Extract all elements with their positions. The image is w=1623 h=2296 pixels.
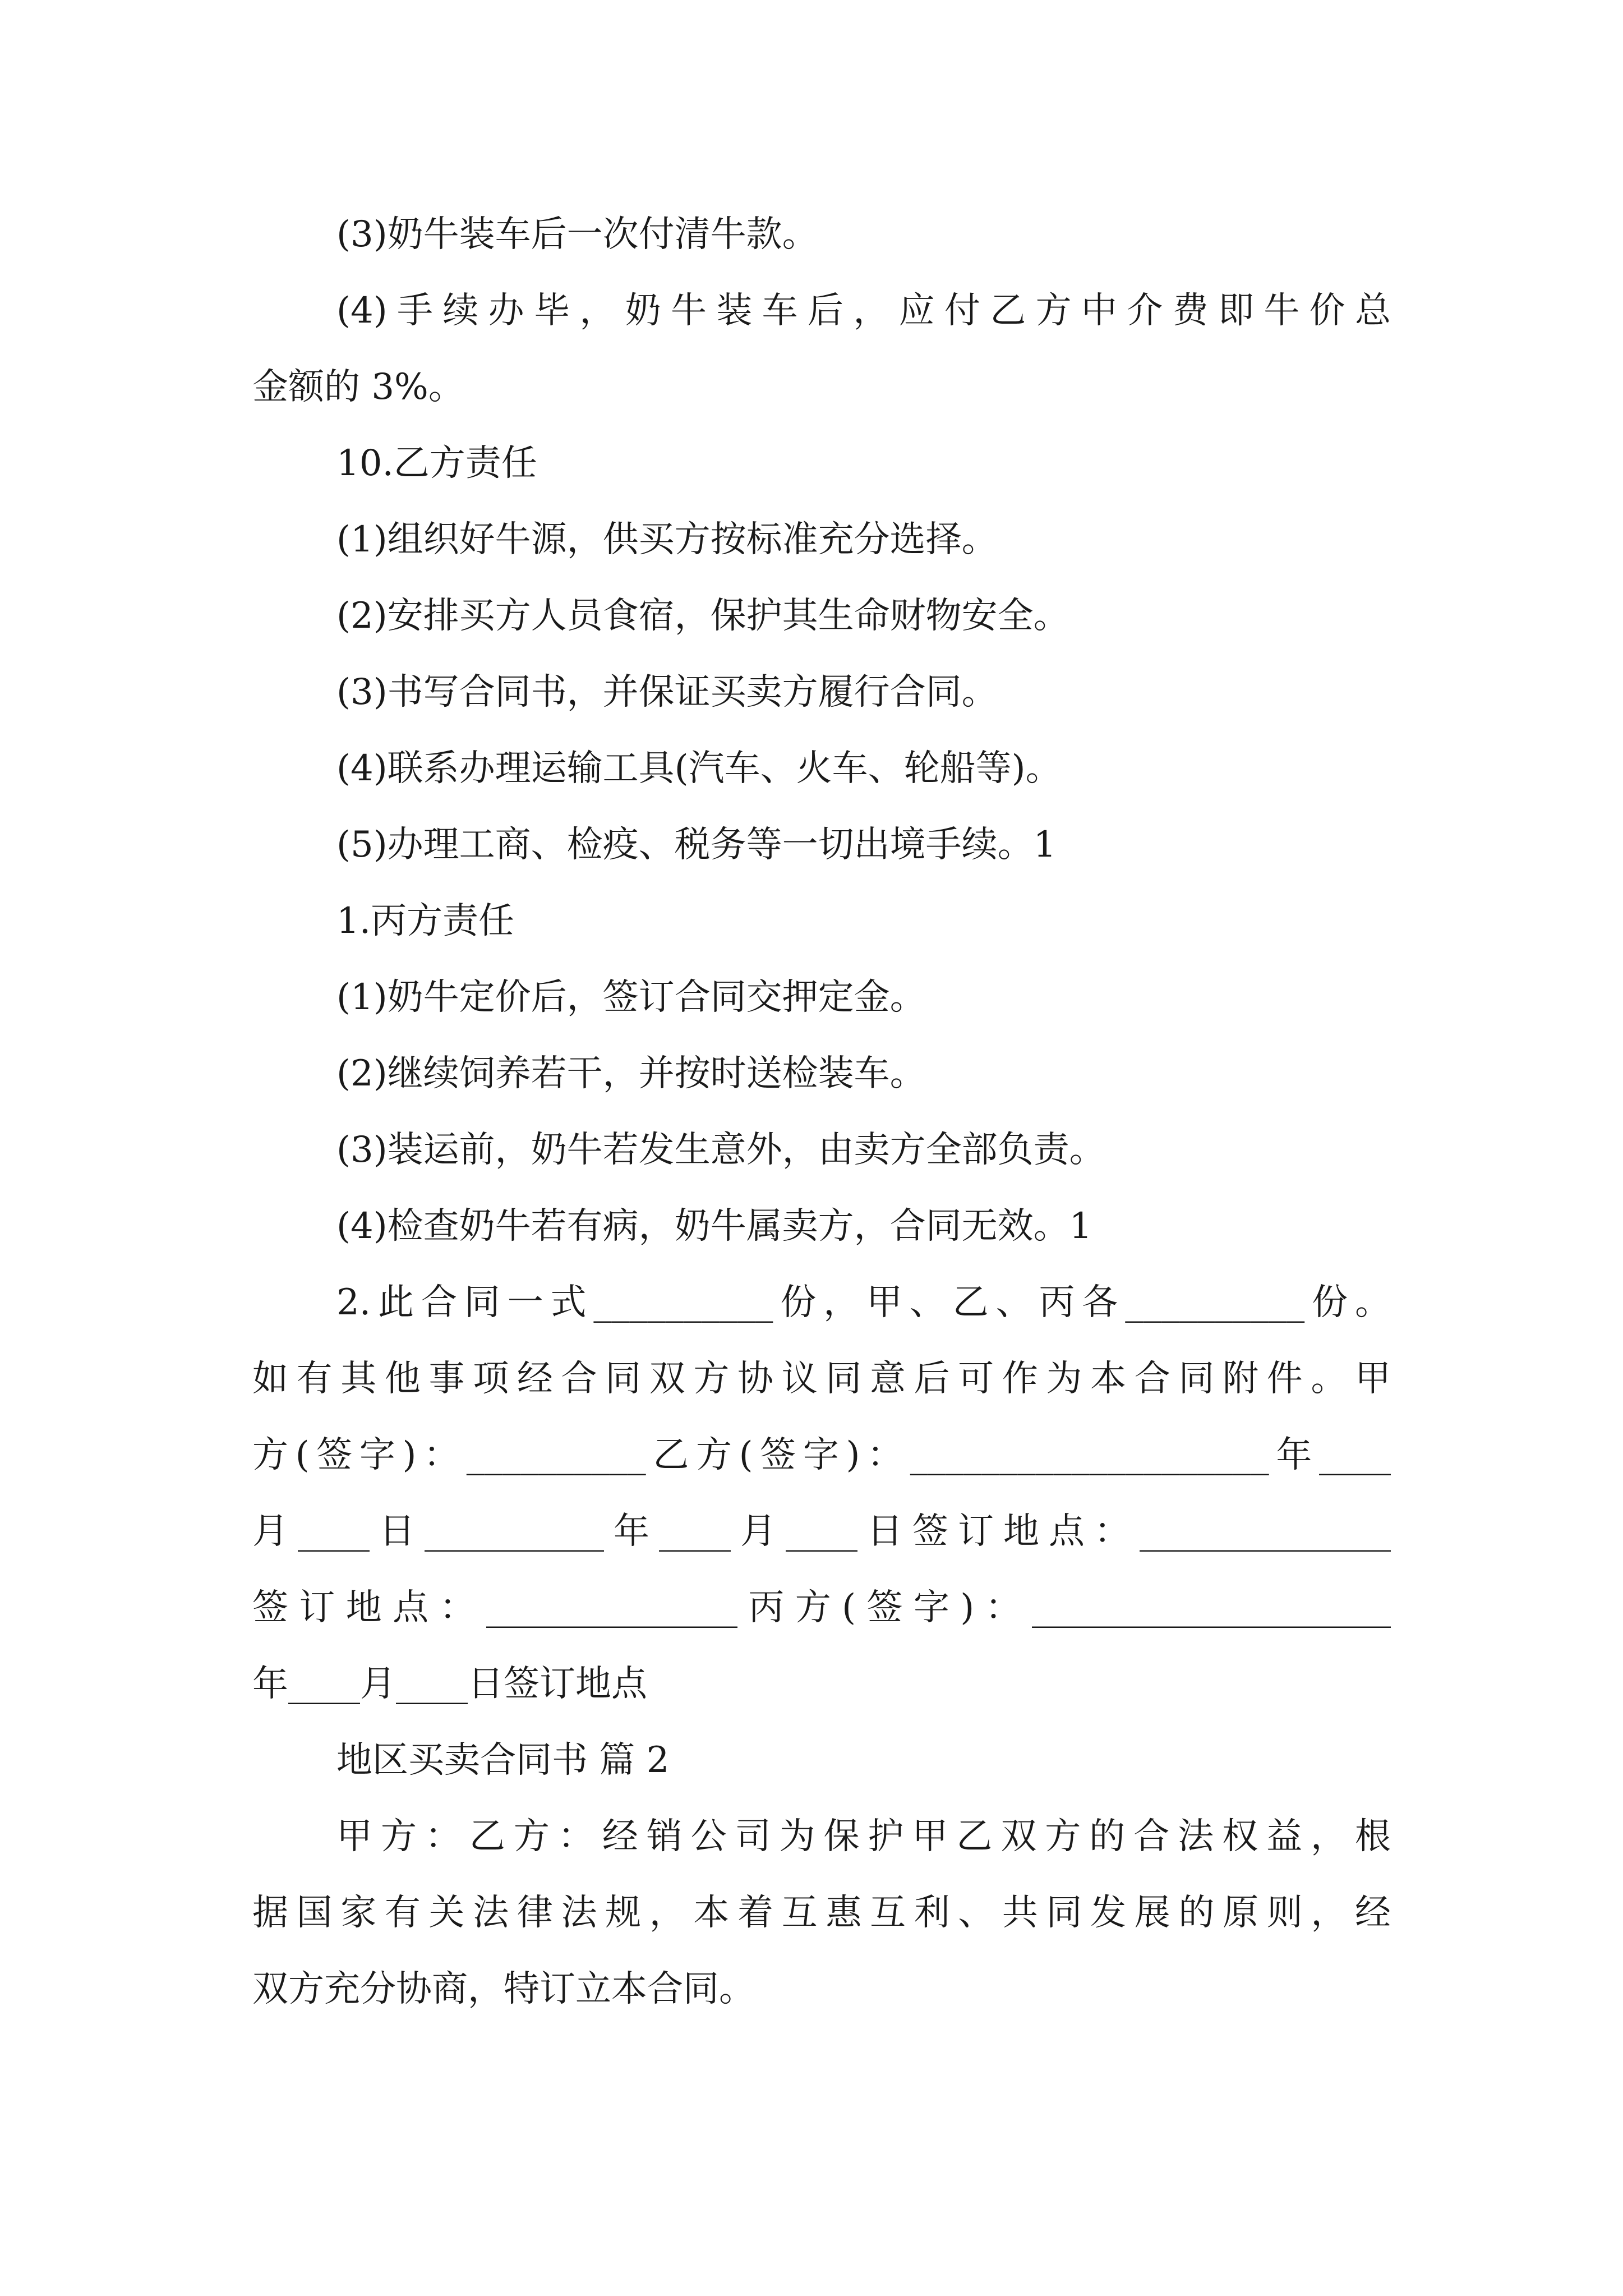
text-line: (3)奶牛装车后一次付清牛款。 (336, 214, 818, 255)
text-line: 地区买卖合同书 篇 2 (336, 1740, 670, 1781)
text-line: (2)安排买方人员食宿，保护其生命财物安全。 (336, 595, 1069, 637)
text-line: 签订地点：______________丙方(签字)：____________________ (252, 1587, 1391, 1628)
text-line: 双方充分协商，特订立本合同。 (252, 1968, 755, 2010)
document-body (252, 196, 1391, 2027)
text-line: (5)办理工商、检疫、税务等一切出境手续。1 (336, 824, 1057, 866)
text-line: 月____日__________年____月____日签订地点：______________ (252, 1511, 1391, 1552)
text-line: 据国家有关法律法规，本着互惠互利、共同发展的原则，经 (252, 1892, 1391, 1934)
text-line: 金额的 3%。 (252, 366, 464, 408)
text-line: (4)检查奶牛若有病，奶牛属卖方，合同无效。1 (336, 1205, 1092, 1247)
text-line: (4)手续办毕，奶牛装车后，应付乙方中介费即牛价总 (336, 290, 1391, 332)
text-line: (1)组织好牛源，供买方按标准充分选择。 (336, 519, 998, 560)
text-line: (1)奶牛定价后，签订合同交押定金。 (336, 977, 926, 1018)
text-line: (3)装运前，奶牛若发生意外，由卖方全部负责。 (336, 1129, 1105, 1171)
text-line: (2)继续饲养若干，并按时送检装车。 (336, 1053, 926, 1094)
text-line: (3)书写合同书，并保证买卖方履行合同。 (336, 671, 998, 713)
text-line: 年____月____日签订地点 (252, 1663, 647, 1705)
text-line: (4)联系办理运输工具(汽车、火车、轮船等)。 (336, 748, 1062, 789)
text-line: 如有其他事项经合同双方协议同意后可作为本合同附件。甲 (252, 1358, 1391, 1400)
text-line: 2.此合同一式__________份，甲、乙、丙各__________份。 (336, 1282, 1391, 1323)
text-line: 方(签字)：__________乙方(签字)：____________________年____ (252, 1434, 1391, 1476)
text-line: 10.乙方责任 (336, 443, 537, 484)
text-line: 甲方：乙方：经销公司为保护甲乙双方的合法权益，根 (336, 1816, 1391, 1857)
text-line: 1.丙方责任 (336, 900, 515, 942)
